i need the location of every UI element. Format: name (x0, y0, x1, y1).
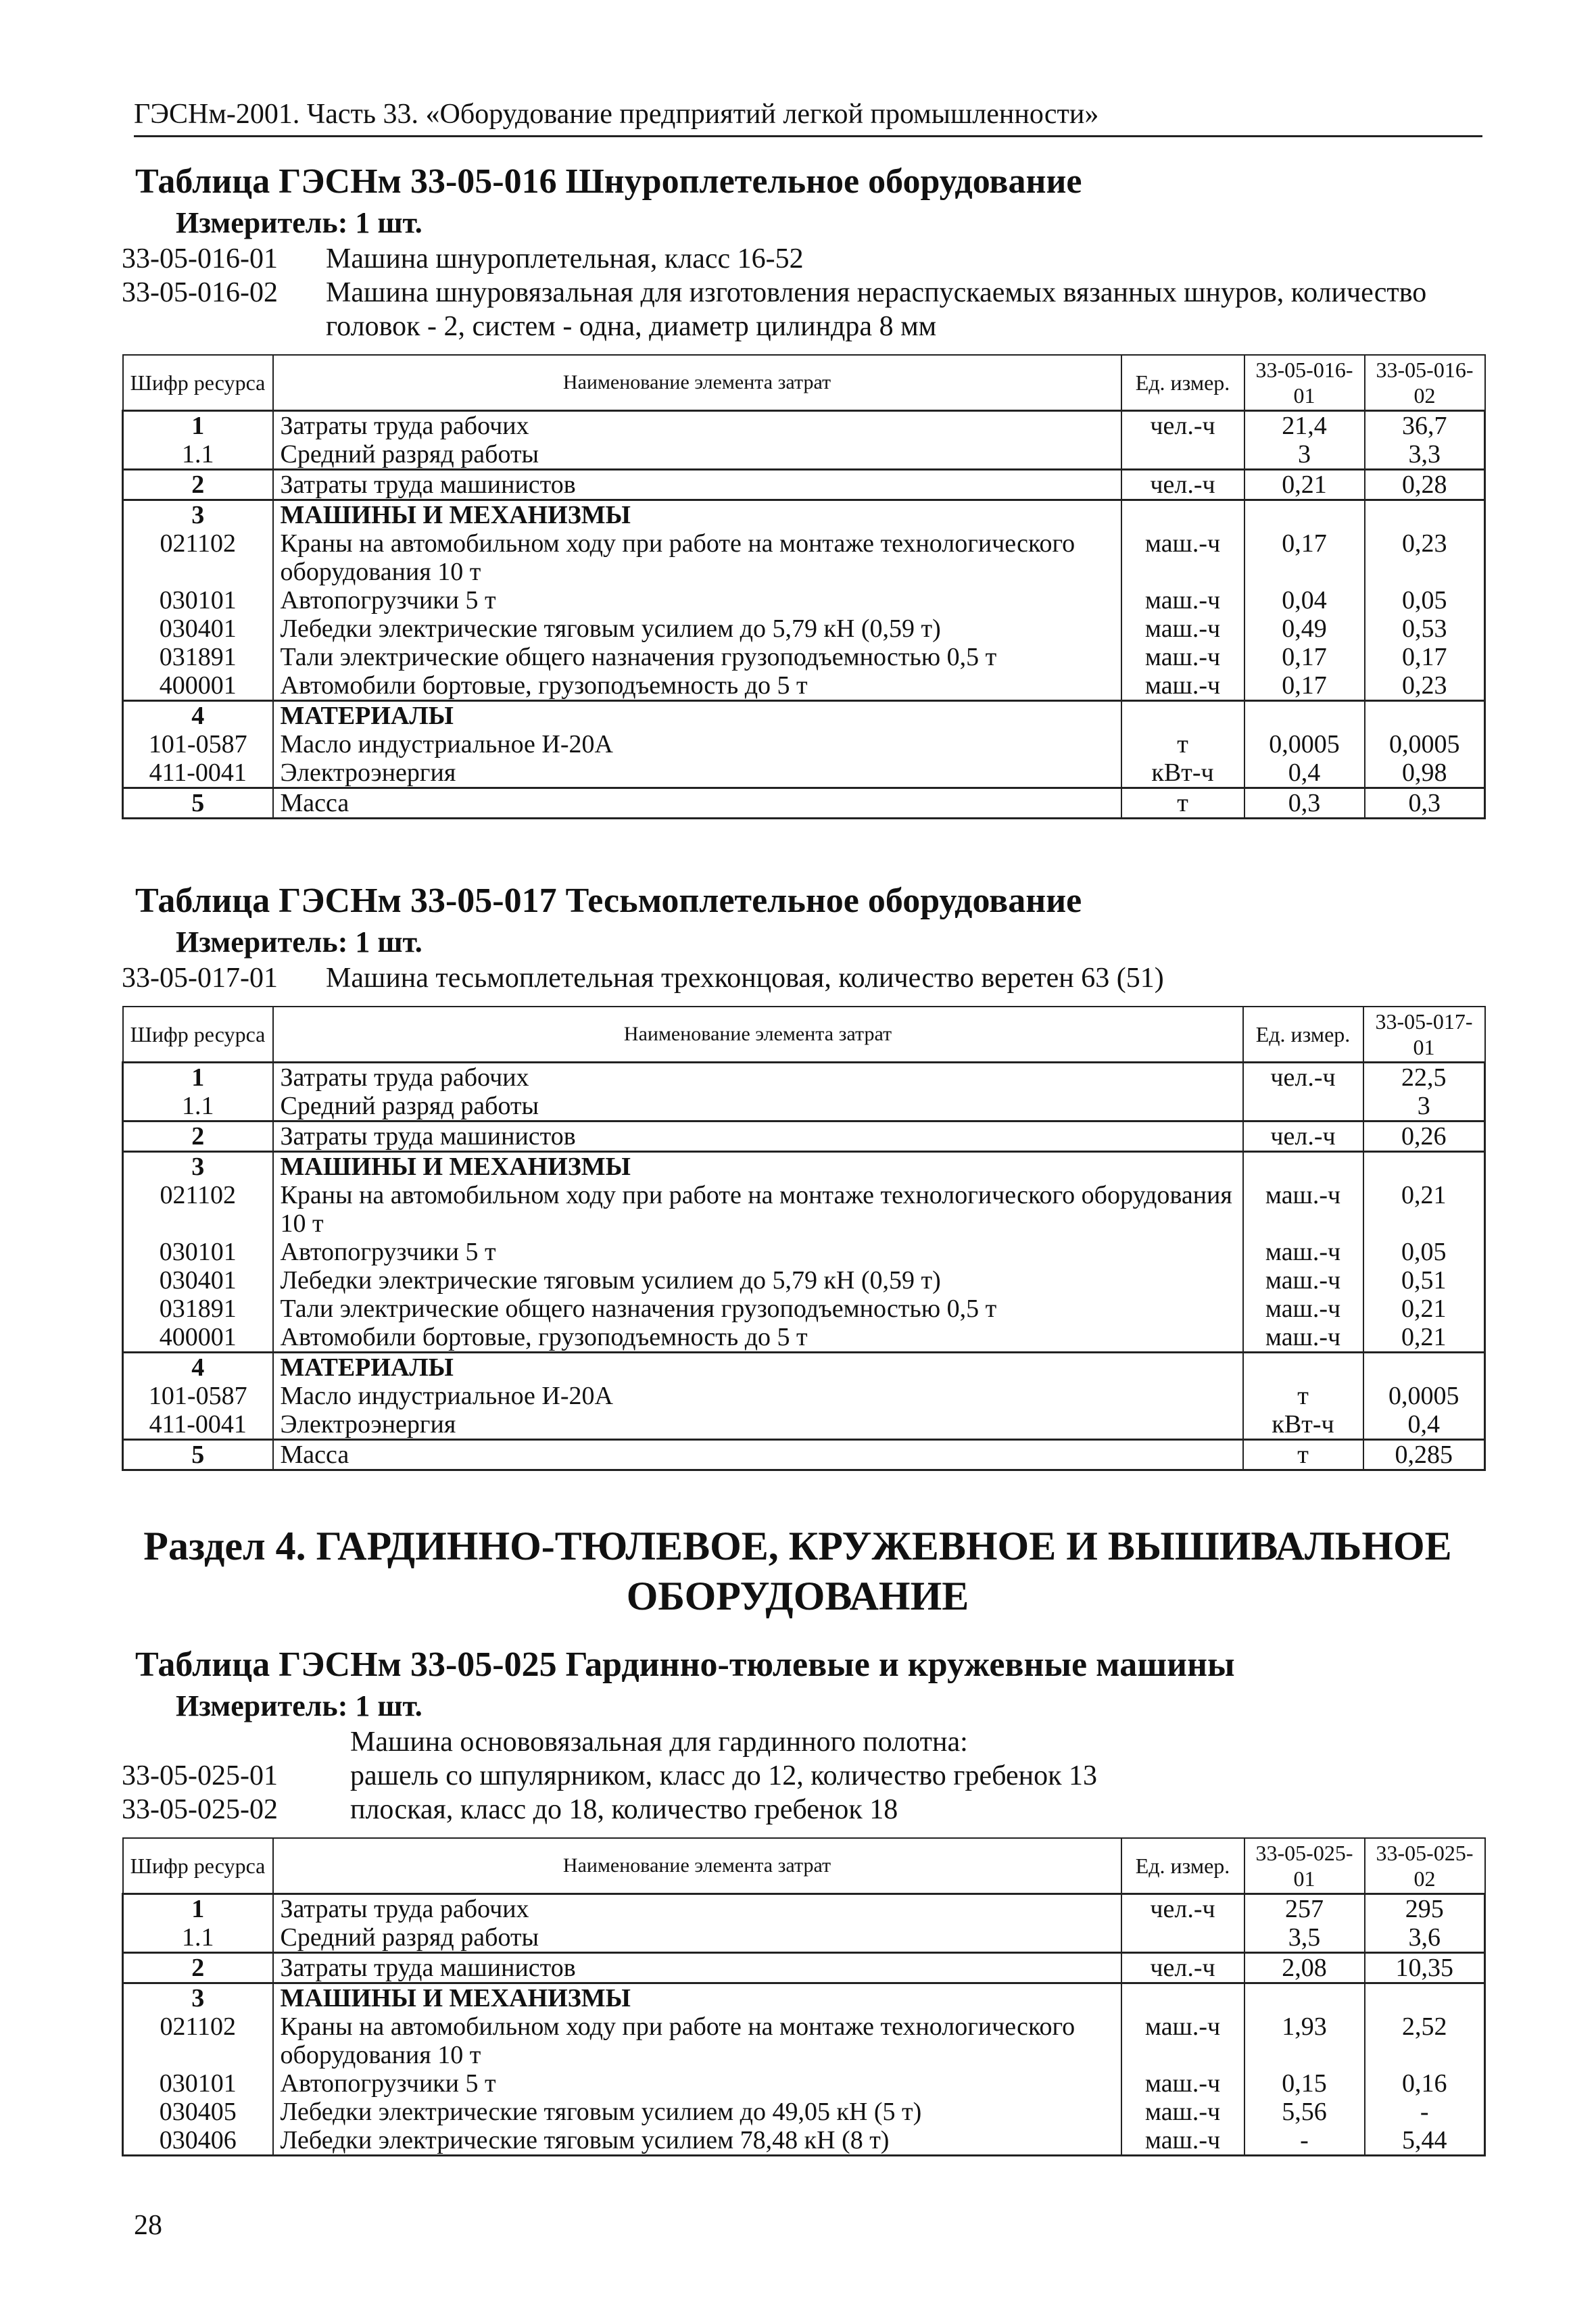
cell-unit: маш.-ч (1121, 2069, 1244, 2098)
table-row (123, 730, 1485, 758)
cell-name: Электроэнергия (273, 1410, 1243, 1440)
cell-value-1: 1,93 (1244, 2012, 1365, 2069)
cell-value-2: 0,17 (1365, 643, 1485, 671)
cell-name: Затраты труда рабочих (273, 411, 1121, 441)
desc-code: 33-05-025-01 (122, 1760, 278, 1791)
desc-row (122, 310, 1486, 343)
cell-unit (1121, 500, 1244, 530)
header-code: Шифр ресурса (123, 1838, 273, 1894)
cell-unit: т (1243, 1382, 1363, 1410)
cell-code: 4 (123, 1353, 273, 1382)
table-row (123, 701, 1485, 731)
cell-name: МАТЕРИАЛЫ (273, 701, 1121, 731)
cell-name: Автопогрузчики 5 т (273, 2069, 1121, 2098)
cell-value-2: 0,0005 (1365, 730, 1485, 758)
header-col2: 33-05-016-02 (1365, 355, 1485, 411)
cell-value-2 (1365, 500, 1485, 530)
cell-code: 030406 (123, 2126, 273, 2156)
table-016-title: Таблица ГЭСНм 33-05-016 Шнуроплетельное оборудование (135, 162, 1082, 201)
cell-unit: чел.-ч (1121, 1894, 1244, 1924)
table-row (123, 758, 1485, 788)
cell-code: 101-0587 (123, 1382, 273, 1410)
cell-name: Тали электрические общего назначения грузоподъемностью 0,5 т (273, 643, 1121, 671)
desc-text: Машина основовязальная для гардинного полотна: (350, 1727, 968, 1758)
desc-text: Машина шнуроплетельная, класс 16-52 (326, 243, 804, 274)
cell-value-2: 0,05 (1365, 586, 1485, 614)
table-025-section (122, 1643, 1486, 2156)
cell-name: Масса (273, 1440, 1243, 1470)
header-name: Наименование элемента затрат (273, 1838, 1121, 1894)
cell-value-1 (1363, 1152, 1485, 1182)
table-row (123, 1923, 1485, 1953)
cell-code: 021102 (123, 2012, 273, 2069)
cell-value-2: 3,3 (1365, 440, 1485, 470)
cell-value-1: 0,285 (1363, 1440, 1485, 1470)
cell-name: Лебедки электрические тяговым усилием 78,48 кН (8 т) (273, 2126, 1121, 2156)
cell-name: Автомобили бортовые, грузоподъемность до 5 т (273, 1323, 1243, 1353)
cell-name: Средний разряд работы (273, 1923, 1121, 1953)
cell-unit: маш.-ч (1243, 1266, 1363, 1295)
cell-unit: маш.-ч (1121, 2126, 1244, 2156)
cell-value-2: 2,52 (1365, 2012, 1485, 2069)
cell-unit (1243, 1092, 1363, 1121)
cell-value-1: 0,21 (1363, 1295, 1485, 1323)
table-016-measure: Измеритель: 1 шт. (176, 206, 422, 239)
cell-value-1: 0,4 (1244, 758, 1365, 788)
cell-code: 2 (123, 470, 273, 500)
cell-value-1 (1244, 701, 1365, 731)
cell-code: 1.1 (123, 1092, 273, 1121)
cell-unit: маш.-ч (1121, 671, 1244, 701)
table-header-row (123, 1007, 1485, 1063)
table-row (123, 1295, 1485, 1323)
section-4-line2: ОБОРУДОВАНИЕ (626, 1574, 969, 1618)
cell-value-1: 0,21 (1363, 1323, 1485, 1353)
table-row (123, 1181, 1485, 1238)
desc-text: плоская, класс до 18, количество гребенок 18 (350, 1794, 898, 1825)
cell-unit: маш.-ч (1121, 2098, 1244, 2126)
cell-code: 021102 (123, 529, 273, 586)
table-row (123, 1266, 1485, 1295)
desc-row (122, 961, 1486, 995)
cell-name: Краны на автомобильном ходу при работе на монтаже технологического оборудования 10 т (273, 1181, 1243, 1238)
resource-table-025 (122, 1837, 1486, 2156)
cell-value-1: 3,5 (1244, 1923, 1365, 1953)
cell-value-2: 295 (1365, 1894, 1485, 1924)
cell-value-1: 0,0005 (1244, 730, 1365, 758)
cell-code: 030401 (123, 614, 273, 643)
cell-code: 2 (123, 1121, 273, 1152)
cell-value-1 (1244, 1983, 1365, 2013)
table-row (123, 1440, 1485, 1470)
table-row (123, 586, 1485, 614)
page-number: 28 (134, 2210, 162, 2241)
resource-table-017 (122, 1006, 1486, 1471)
cell-code: 030101 (123, 586, 273, 614)
cell-unit: чел.-ч (1121, 1953, 1244, 1983)
cell-value-1: 0,26 (1363, 1121, 1485, 1152)
cell-value-1: 0,05 (1363, 1238, 1485, 1266)
cell-unit: т (1121, 730, 1244, 758)
cell-code: 3 (123, 500, 273, 530)
running-header: ГЭСНм-2001. Часть 33. «Оборудование предприятий легкой промышленности» (134, 95, 1482, 137)
cell-code: 021102 (123, 1181, 273, 1238)
header-unit: Ед. измер. (1243, 1007, 1363, 1063)
cell-value-1: 0,3 (1244, 788, 1365, 819)
cell-name: Автопогрузчики 5 т (273, 586, 1121, 614)
header-col2: 33-05-025-02 (1365, 1838, 1485, 1894)
table-row (123, 1894, 1485, 1924)
cell-name: Средний разряд работы (273, 1092, 1243, 1121)
desc-code: 33-05-016-02 (122, 277, 278, 308)
cell-code: 3 (123, 1152, 273, 1182)
cell-unit: маш.-ч (1121, 643, 1244, 671)
cell-unit (1243, 1353, 1363, 1382)
cell-value-1: 0,04 (1244, 586, 1365, 614)
cell-value-1: 3 (1363, 1092, 1485, 1121)
cell-name: Краны на автомобильном ходу при работе на монтаже технологического оборудования 10 т (273, 529, 1121, 586)
cell-value-2: 0,16 (1365, 2069, 1485, 2098)
cell-name: Лебедки электрические тяговым усилием до 5,79 кН (0,59 т) (273, 1266, 1243, 1295)
cell-code: 400001 (123, 1323, 273, 1353)
table-017-section (122, 879, 1486, 1471)
cell-unit: чел.-ч (1243, 1121, 1363, 1152)
cell-value-2: 10,35 (1365, 1953, 1485, 1983)
desc-row (122, 1793, 1486, 1827)
cell-name: Автомобили бортовые, грузоподъемность до 5 т (273, 671, 1121, 701)
cell-name: Электроэнергия (273, 758, 1121, 788)
table-row (123, 1092, 1485, 1121)
desc-code (122, 1725, 326, 1759)
table-row (123, 411, 1485, 441)
cell-unit: чел.-ч (1121, 411, 1244, 441)
cell-unit (1121, 440, 1244, 470)
cell-unit: маш.-ч (1243, 1238, 1363, 1266)
desc-row (122, 1725, 1486, 1759)
cell-value-1: - (1244, 2126, 1365, 2156)
cell-value-1: 2,08 (1244, 1953, 1365, 1983)
cell-value-1: 0,4 (1363, 1410, 1485, 1440)
cell-unit: маш.-ч (1243, 1295, 1363, 1323)
cell-name: Затраты труда машинистов (273, 470, 1121, 500)
section-4-heading (122, 1521, 1474, 1621)
header-code: Шифр ресурса (123, 355, 273, 411)
desc-code: 33-05-025-02 (122, 1794, 278, 1825)
cell-code: 1 (123, 1894, 273, 1924)
cell-unit (1121, 1923, 1244, 1953)
cell-unit: т (1243, 1440, 1363, 1470)
table-row (123, 671, 1485, 701)
cell-name: МАШИНЫ И МЕХАНИЗМЫ (273, 1983, 1121, 2013)
cell-code: 030405 (123, 2098, 273, 2126)
table-row (123, 500, 1485, 530)
cell-code: 3 (123, 1983, 273, 2013)
cell-name: МАШИНЫ И МЕХАНИЗМЫ (273, 1152, 1243, 1182)
cell-code: 5 (123, 1440, 273, 1470)
cell-name: Масло индустриальное И-20А (273, 730, 1121, 758)
header-col1: 33-05-017-01 (1363, 1007, 1485, 1063)
cell-value-1: 5,56 (1244, 2098, 1365, 2126)
section-4-line1: Раздел 4. ГАРДИННО-ТЮЛЕВОЕ, КРУЖЕВНОЕ И ВЫШИВАЛЬНОЕ (143, 1524, 1452, 1568)
desc-row (122, 1759, 1486, 1793)
cell-code: 031891 (123, 643, 273, 671)
cell-name: Затраты труда рабочих (273, 1894, 1121, 1924)
table-017-descriptions (122, 961, 1486, 995)
cell-value-1: 3 (1244, 440, 1365, 470)
cell-unit: маш.-ч (1243, 1323, 1363, 1353)
desc-code (122, 310, 326, 343)
cell-code: 400001 (123, 671, 273, 701)
cell-value-1: 0,17 (1244, 529, 1365, 586)
cell-code: 031891 (123, 1295, 273, 1323)
desc-text: Машина шнуровязальная для изготовления нераспускаемых вязанных шнуров, количество (326, 277, 1427, 308)
cell-value-1: 0,15 (1244, 2069, 1365, 2098)
desc-text: рашель со шпулярником, класс до 12, количество гребенок 13 (350, 1760, 1098, 1791)
cell-unit: маш.-ч (1121, 529, 1244, 586)
cell-value-1: 21,4 (1244, 411, 1365, 441)
cell-unit: кВт-ч (1243, 1410, 1363, 1440)
cell-name: Затраты труда машинистов (273, 1953, 1121, 1983)
cell-code: 1.1 (123, 440, 273, 470)
table-row (123, 440, 1485, 470)
table-row (123, 1410, 1485, 1440)
table-row (123, 2069, 1485, 2098)
cell-value-2: 3,6 (1365, 1923, 1485, 1953)
cell-unit: маш.-ч (1121, 586, 1244, 614)
table-row (123, 529, 1485, 586)
cell-name: Затраты труда рабочих (273, 1063, 1243, 1092)
cell-unit: чел.-ч (1121, 470, 1244, 500)
cell-value-1: 0,21 (1363, 1181, 1485, 1238)
cell-unit: кВт-ч (1121, 758, 1244, 788)
table-row (123, 788, 1485, 819)
cell-name: Краны на автомобильном ходу при работе на монтаже технологического оборудования 10 т (273, 2012, 1121, 2069)
header-unit: Ед. измер. (1121, 1838, 1244, 1894)
table-row (123, 470, 1485, 500)
cell-value-1 (1363, 1353, 1485, 1382)
cell-value-2 (1365, 701, 1485, 731)
header-name: Наименование элемента затрат (273, 355, 1121, 411)
cell-value-1: 0,51 (1363, 1266, 1485, 1295)
cell-value-2: 0,3 (1365, 788, 1485, 819)
cell-unit (1243, 1152, 1363, 1182)
cell-value-2: 0,28 (1365, 470, 1485, 500)
desc-text: Машина тесьмоплетельная трехконцовая, количество веретен 63 (51) (326, 963, 1164, 994)
desc-row (122, 276, 1486, 310)
cell-name: МАТЕРИАЛЫ (273, 1353, 1243, 1382)
table-row (123, 643, 1485, 671)
table-025-measure: Измеритель: 1 шт. (176, 1689, 422, 1722)
cell-code: 411-0041 (123, 758, 273, 788)
cell-name: Средний разряд работы (273, 440, 1121, 470)
cell-name: Лебедки электрические тяговым усилием до 49,05 кН (5 т) (273, 2098, 1121, 2126)
cell-code: 1.1 (123, 1923, 273, 1953)
cell-code: 5 (123, 788, 273, 819)
table-row (123, 614, 1485, 643)
desc-row (122, 242, 1486, 276)
table-row (123, 1121, 1485, 1152)
cell-value-1: 22,5 (1363, 1063, 1485, 1092)
table-row (123, 2098, 1485, 2126)
header-col1: 33-05-025-01 (1244, 1838, 1365, 1894)
table-header-row (123, 355, 1485, 411)
table-row (123, 1238, 1485, 1266)
cell-code: 1 (123, 1063, 273, 1092)
table-row (123, 2126, 1485, 2156)
resource-table-016 (122, 354, 1486, 819)
header-col1: 33-05-016-01 (1244, 355, 1365, 411)
cell-name: Автопогрузчики 5 т (273, 1238, 1243, 1266)
table-017-title: Таблица ГЭСНм 33-05-017 Тесьмоплетельное оборудование (135, 882, 1082, 920)
table-025-descriptions (122, 1725, 1486, 1827)
cell-value-2: 0,23 (1365, 529, 1485, 586)
cell-code: 030401 (123, 1266, 273, 1295)
table-row (123, 2012, 1485, 2069)
cell-name: Затраты труда машинистов (273, 1121, 1243, 1152)
cell-code: 411-0041 (123, 1410, 273, 1440)
table-row (123, 1382, 1485, 1410)
cell-code: 1 (123, 411, 273, 441)
table-row (123, 1323, 1485, 1353)
cell-unit: маш.-ч (1121, 614, 1244, 643)
cell-value-2: 0,53 (1365, 614, 1485, 643)
cell-code: 2 (123, 1953, 273, 1983)
cell-value-1 (1244, 500, 1365, 530)
table-025-title: Таблица ГЭСНм 33-05-025 Гардинно-тюлевые и кружевные машины (135, 1645, 1235, 1684)
cell-unit (1121, 701, 1244, 731)
cell-code: 030101 (123, 1238, 273, 1266)
cell-name: МАШИНЫ И МЕХАНИЗМЫ (273, 500, 1121, 530)
cell-value-2: 0,98 (1365, 758, 1485, 788)
cell-value-2: - (1365, 2098, 1485, 2126)
cell-value-2 (1365, 1983, 1485, 2013)
table-row (123, 1063, 1485, 1092)
header-code: Шифр ресурса (123, 1007, 273, 1063)
table-row (123, 1953, 1485, 1983)
cell-unit (1121, 1983, 1244, 2013)
desc-code: 33-05-016-01 (122, 243, 278, 274)
cell-code: 4 (123, 701, 273, 731)
cell-value-2: 5,44 (1365, 2126, 1485, 2156)
cell-code: 101-0587 (123, 730, 273, 758)
cell-value-1: 0,17 (1244, 671, 1365, 701)
cell-unit: т (1121, 788, 1244, 819)
cell-value-1: 0,21 (1244, 470, 1365, 500)
cell-value-2: 0,23 (1365, 671, 1485, 701)
desc-text: головок - 2, систем - одна, диаметр цилиндра 8 мм (326, 311, 937, 342)
cell-name: Масса (273, 788, 1121, 819)
table-016-descriptions (122, 242, 1486, 343)
cell-name: Лебедки электрические тяговым усилием до 5,79 кН (0,59 т) (273, 614, 1121, 643)
cell-name: Масло индустриальное И-20А (273, 1382, 1243, 1410)
cell-unit: маш.-ч (1243, 1181, 1363, 1238)
cell-value-1: 257 (1244, 1894, 1365, 1924)
cell-code: 030101 (123, 2069, 273, 2098)
header-unit: Ед. измер. (1121, 355, 1244, 411)
cell-value-2: 36,7 (1365, 411, 1485, 441)
cell-unit: чел.-ч (1243, 1063, 1363, 1092)
table-row (123, 1353, 1485, 1382)
table-header-row (123, 1838, 1485, 1894)
table-016-section (122, 160, 1486, 819)
cell-name: Тали электрические общего назначения грузоподъемностью 0,5 т (273, 1295, 1243, 1323)
header-name: Наименование элемента затрат (273, 1007, 1243, 1063)
table-017-measure: Измеритель: 1 шт. (176, 925, 422, 959)
cell-unit: маш.-ч (1121, 2012, 1244, 2069)
cell-value-1: 0,49 (1244, 614, 1365, 643)
table-row (123, 1152, 1485, 1182)
desc-code: 33-05-017-01 (122, 963, 278, 994)
cell-value-1: 0,17 (1244, 643, 1365, 671)
table-row (123, 1983, 1485, 2013)
cell-value-1: 0,0005 (1363, 1382, 1485, 1410)
